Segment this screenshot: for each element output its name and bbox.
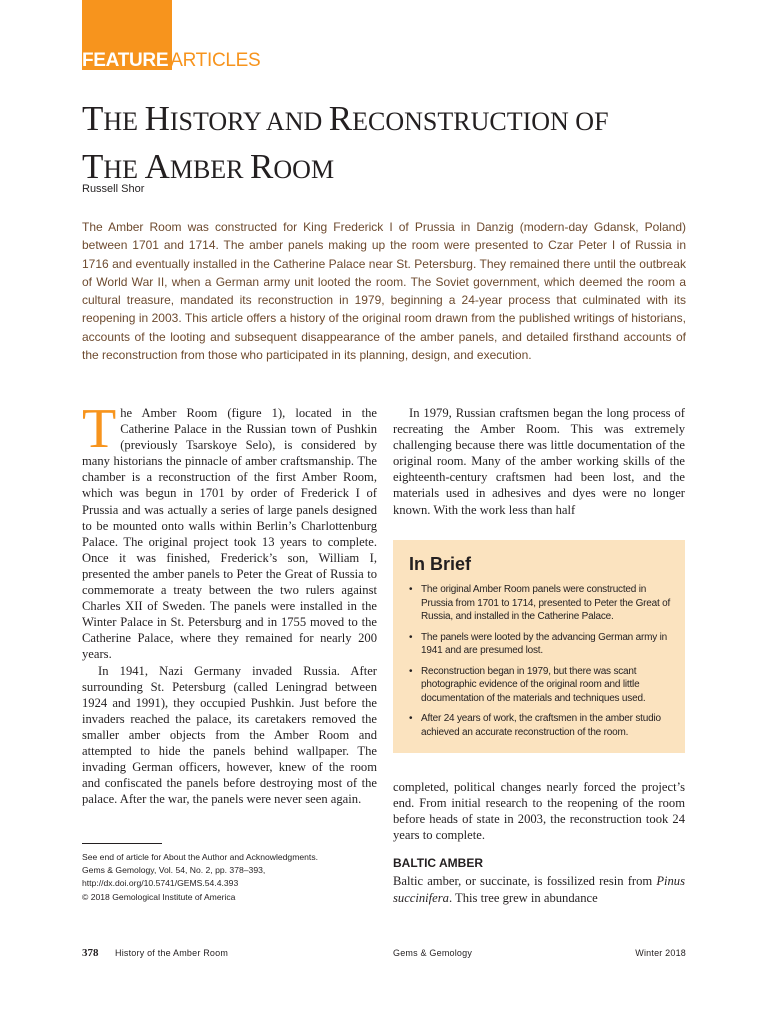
title-initial: R bbox=[250, 147, 274, 186]
bullet-icon: • bbox=[409, 665, 413, 677]
in-brief-item-text: After 24 years of work, the craftsmen in the amber studio achieved an accurate reconstruction of the room. bbox=[421, 713, 661, 738]
in-brief-item bbox=[409, 631, 671, 658]
running-title: History of the Amber Room bbox=[115, 948, 229, 958]
title-smallcaps: HE bbox=[103, 155, 145, 184]
footnote bbox=[82, 851, 382, 904]
body-paragraph: completed, political changes nearly forced the project’s end. From initial research to the reopening of the room before heads of state in 2003, the reconstruction took 24 years to complete. bbox=[393, 780, 685, 843]
title-smallcaps: OOM bbox=[273, 155, 335, 184]
in-brief-item bbox=[409, 583, 671, 624]
abstract: The Amber Room was constructed for King Frederick I of Prussia in Danzig (modern-day Gdansk, Poland) between 1701 and 1714. The amber panels making up the room were presented to Czar Peter I of Russia in 1716 and eventually installed in the Catherine Palace near St. Petersburg. They remained there until the outbreak of World War II, when a German army unit looted the room. The Soviet government, which deemed the room a cultural treasure, mandated its reconstruction in 1979, beginning a 24-year process that culminated with its reopening in 2003. This article offers a history of the original room drawn from the published writings of historians, accounts of the looting and subsequent disappearance of the amber panels, and detailed firsthand accounts of the reconstruction from those who participated in its planning, design, and execution. bbox=[82, 220, 686, 363]
bullet-icon: • bbox=[409, 631, 413, 643]
body-paragraph bbox=[393, 873, 685, 906]
issue-season: Winter 2018 bbox=[635, 948, 686, 958]
journal-name: Gems & Gemology bbox=[393, 948, 473, 958]
title-initial: T bbox=[82, 147, 104, 186]
title-initial: A bbox=[144, 147, 170, 186]
footnote-citation: Gems & Gemology, Vol. 54, No. 2, pp. 378–393, bbox=[82, 865, 266, 876]
footnote-divider bbox=[82, 843, 162, 844]
body-paragraph: In 1941, Nazi Germany invaded Russia. After surrounding St. Petersburg (called Leningrad between 1924 and 1991), they occupied Pushkin. Just before the invaders reached the palace, its caretakers removed the smaller amber objects from the Amber Room and attempted to hide the panels behind wallpaper. The invading German officers, however, knew of the room and confiscated the panels before destroying most of the palace. After the war, the panels were never seen again. bbox=[82, 663, 377, 807]
in-brief-item bbox=[409, 665, 671, 706]
drop-cap: T bbox=[82, 398, 117, 460]
title-smallcaps: MBER bbox=[169, 155, 251, 184]
bullet-icon: • bbox=[409, 584, 413, 595]
section-heading-light: ARTICLES bbox=[170, 50, 261, 71]
title-initial: T bbox=[82, 99, 104, 138]
bullet-icon: • bbox=[409, 713, 413, 724]
species-name: Pinus succinifera bbox=[393, 874, 685, 905]
author-name: Russell Shor bbox=[82, 183, 145, 195]
body-column-right-bottom bbox=[393, 779, 685, 843]
article-title bbox=[82, 96, 702, 192]
in-brief-item-text: The original Amber Room panels were constructed in Prussia from 1701 to 1714, presented to Peter the Great of Russia, and installed in the Catherine Palace. bbox=[421, 584, 671, 622]
in-brief-item bbox=[409, 712, 671, 739]
title-smallcaps: HE bbox=[103, 107, 145, 136]
in-brief-list bbox=[409, 583, 671, 739]
footnote-doi-link[interactable]: http://dx.doi.org/10.5741/GEMS.54.4.393 bbox=[82, 878, 239, 889]
section-subhead: BALTIC AMBER bbox=[393, 856, 483, 870]
article-title-line-1 bbox=[82, 96, 702, 144]
footnote-line: See end of article for About the Author and Acknowledgments. bbox=[82, 852, 319, 862]
body-paragraph-text: Baltic amber, or succinate, is fossilized resin from bbox=[393, 874, 657, 888]
article-title-line-2 bbox=[82, 144, 702, 192]
body-paragraph-text: he Amber Room (figure 1), located in the Catherine Palace in the Russian town of Pushkin (previously Tsarskoye Selo), is considered by many historians the pinnacle of amber craftsmanship. The chamber is a reconstruction of the first Amber Room, which was begun in 1701 by order of Frederick I of Prussia and was actually a series of large panels designed to be mounted onto walls within Berlin’s Charlottenburg Palace. The original project took 13 years to complete. Once it was finished, Frederick’s son, William I, presented the amber panels to Peter the Great of Russia to commemorate a treaty between the two rulers against Charles XII of Sweden. The panels were installed in the Winter Palace in St. Petersburg and in 1755 moved to the Catherine Palace, where they remained for nearly 200 years. bbox=[82, 406, 377, 662]
section-heading-bold: FEATURE bbox=[82, 50, 169, 71]
page-number: 378 bbox=[82, 947, 99, 959]
title-initial: H bbox=[144, 99, 170, 138]
title-smallcaps: ISTORY AND bbox=[169, 107, 329, 136]
body-paragraph bbox=[82, 398, 377, 663]
footnote-copyright: © 2018 Gemological Institute of America bbox=[82, 891, 236, 902]
in-brief-title: In Brief bbox=[409, 554, 472, 574]
body-paragraph-text: . This tree grew in abundance bbox=[448, 890, 598, 905]
section-heading bbox=[82, 50, 260, 72]
body-column-right-top bbox=[393, 405, 685, 518]
in-brief-item-text: The panels were looted by the advancing German army in 1941 and are presumed lost. bbox=[421, 631, 668, 656]
body-column-left bbox=[82, 398, 377, 807]
body-paragraph: In 1979, Russian craftsmen began the long process of recreating the Amber Room. This was extremely challenging because there was little documentation of the original room. Many of the amber working skills of the eighteenth-century craftsmen had been lost, and the materials used in adhesives and dyes were no longer known. With the work less than half bbox=[393, 406, 685, 517]
title-smallcaps: ECONSTRUCTION OF bbox=[352, 107, 609, 136]
in-brief-item-text: Reconstruction began in 1979, but there was scant photographic evidence of the original room and little documentation of the materials and techniques used. bbox=[421, 665, 646, 704]
title-initial: R bbox=[328, 99, 353, 138]
in-brief-box bbox=[393, 540, 685, 753]
